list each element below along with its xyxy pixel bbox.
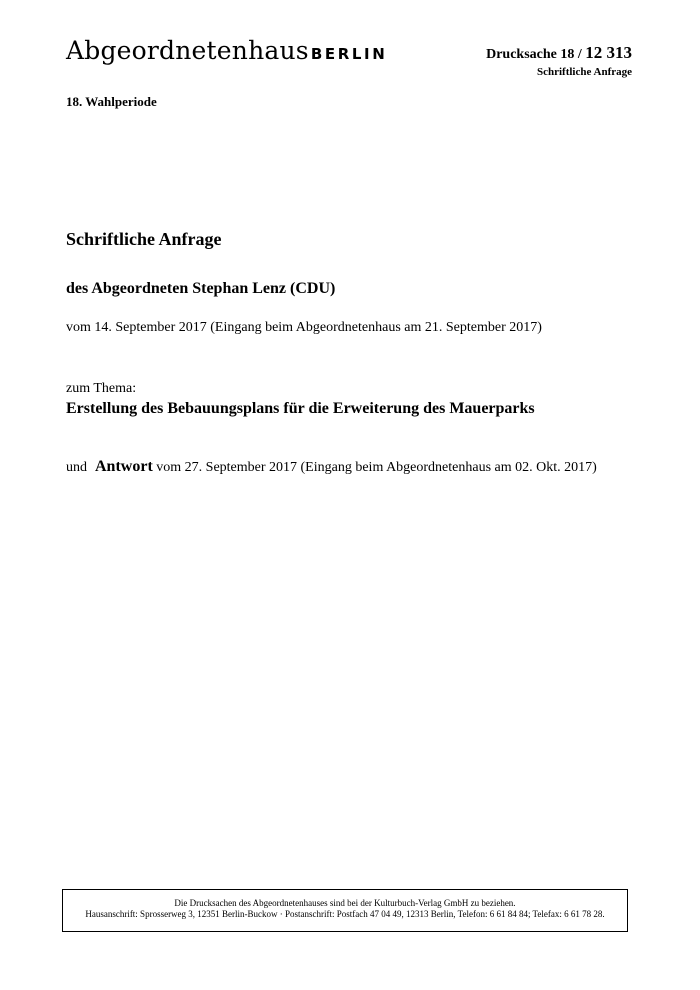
document-type: Schriftliche Anfrage <box>536 66 632 78</box>
answer-line <box>66 458 597 476</box>
document-number-prefix: Drucksache 18 / <box>486 47 586 62</box>
page-title: Schriftliche Anfrage <box>66 229 222 249</box>
parliament-logo <box>66 38 387 63</box>
footer-box <box>62 889 628 932</box>
submission-date-line: vom 14. September 2017 (Eingang beim Abgeordnetenhaus am 21. September 2017) <box>66 320 542 335</box>
logo-city: BERLIN <box>310 45 388 63</box>
author-line: des Abgeordneten Stephan Lenz (CDU) <box>66 280 336 297</box>
footer-line-address: Hausanschrift: Sprosserweg 3, 12351 Berlin-Buckow · Postanschrift: Postfach 47 04 49, 12313 Berlin, Telefon: 6 61 84 84; Telefax: 6 61 78 28. <box>85 909 605 919</box>
answer-prefix: und <box>66 460 87 475</box>
document-number-value: 12 313 <box>585 43 632 62</box>
logo-wordmark: Abgeordnetenhaus <box>66 36 309 65</box>
footer-line-distribution: Die Drucksachen des Abgeordnetenhauses sind bei der Kulturbuch-Verlag GmbH zu beziehen. <box>174 898 516 908</box>
answer-date: vom 27. September 2017 (Eingang beim Abgeordnetenhaus am 02. Okt. 2017) <box>152 460 597 475</box>
answer-word: Antwort <box>95 458 153 475</box>
electoral-period: 18. Wahlperiode <box>66 94 157 109</box>
topic-label: zum Thema: <box>66 381 137 396</box>
document-number <box>486 43 632 63</box>
topic-title: Erstellung des Bebauungsplans für die Erweiterung des Mauerparks <box>66 400 535 417</box>
